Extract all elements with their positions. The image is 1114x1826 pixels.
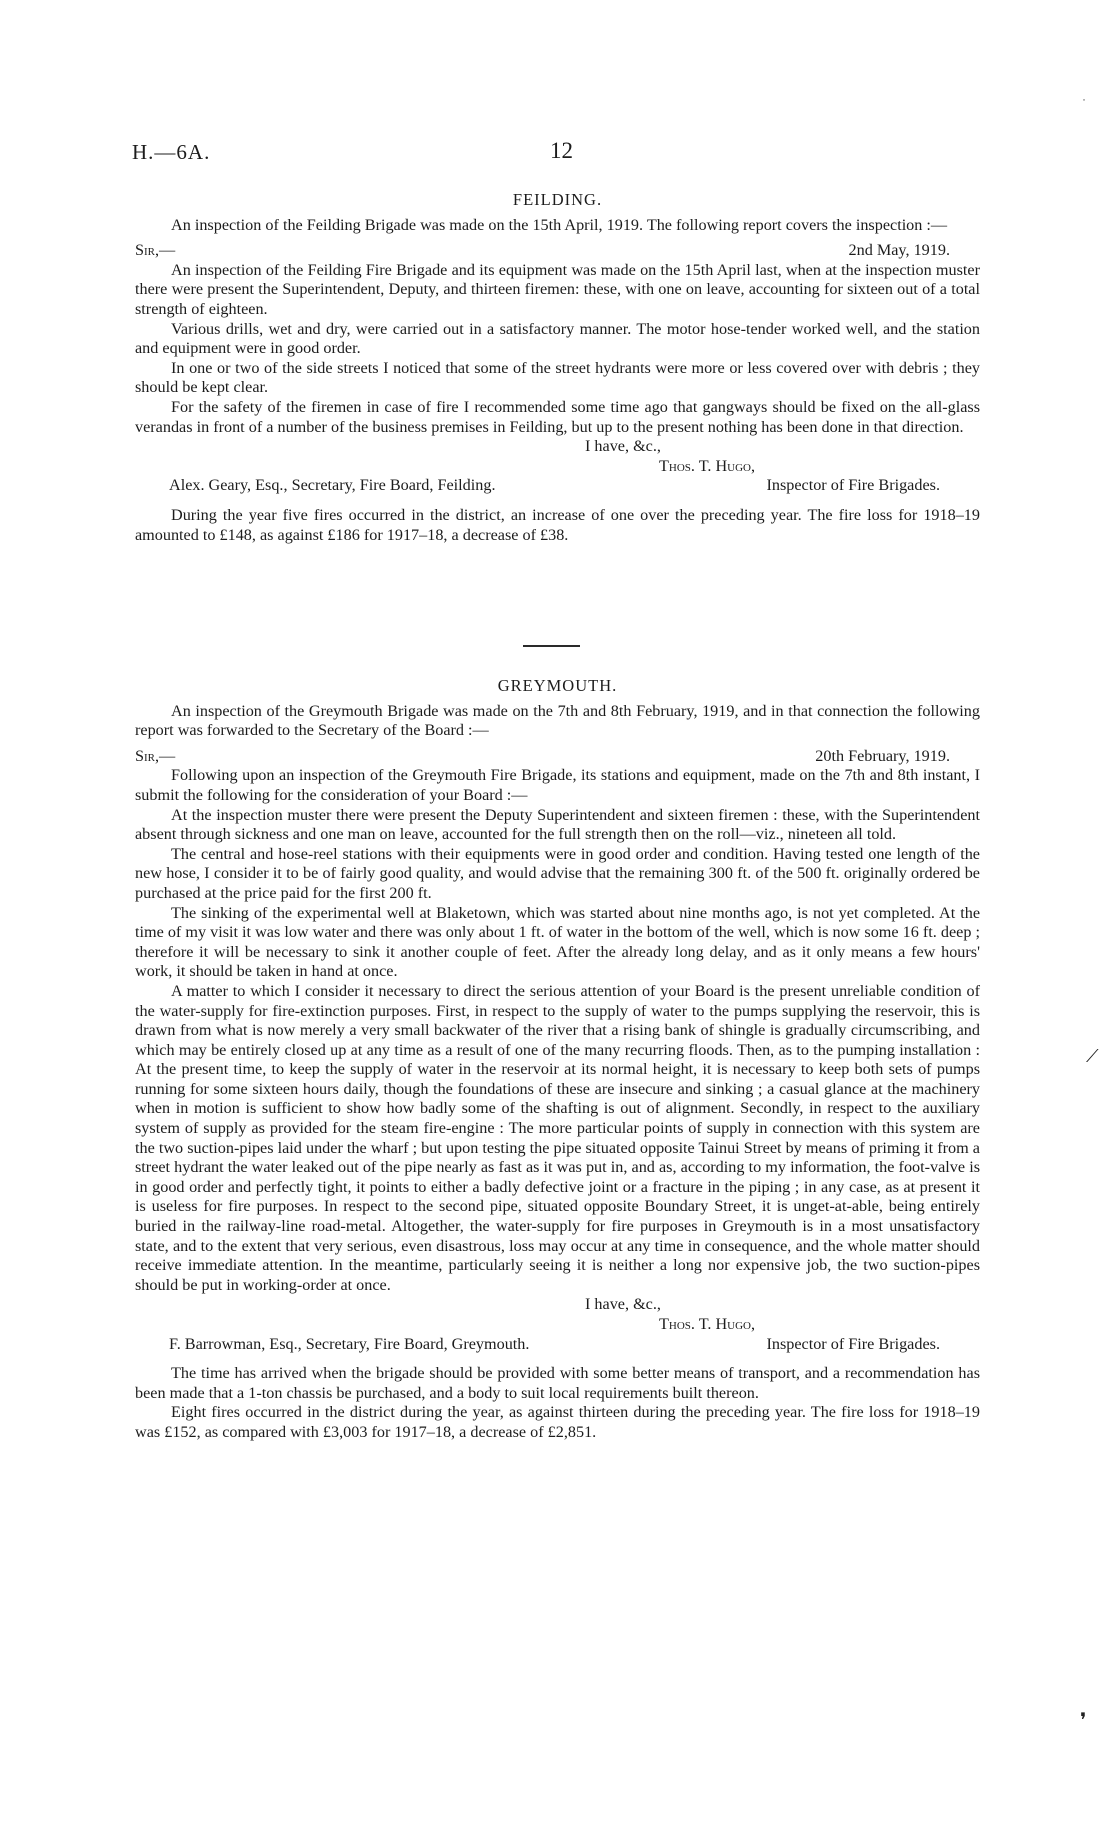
feilding-paragraph: Various drills, wet and dry, were carried out in a satisfactory manner. The motor hose-tender worked well, and the station and equipment were in good order. xyxy=(135,319,980,358)
greymouth-signatory: Thos. T. Hugo, xyxy=(659,1315,756,1333)
greymouth-paragraph: Following upon an inspection of the Greymouth Fire Brigade, its stations and equipment, made on the 7th and 8th instant, I submit the following for the consideration of your Board :— xyxy=(135,766,980,804)
greymouth-salutation: Sir,— xyxy=(135,746,176,765)
scan-speck: ˙ xyxy=(1082,96,1086,110)
report-reference: H.—6A. xyxy=(132,140,211,164)
feilding-heading: FEILDING. xyxy=(512,190,603,209)
greymouth-date: 20th February, 1919. xyxy=(815,746,950,765)
greymouth-addressee: F. Barrowman, Esq., Secretary, Fire Board, Greymouth. xyxy=(169,1334,530,1353)
greymouth-summary: Eight fires occurred in the district during the year, as against thirteen during the preceding year. The fire loss for 1918–19 was £152, as compared with £3,003 for 1917–18, a decrease of £2,851. xyxy=(135,1403,980,1441)
scan-speck: ⟋ xyxy=(1086,1046,1099,1066)
feilding-date: 2nd May, 1919. xyxy=(848,241,950,260)
feilding-paragraph: An inspection of the Feilding Fire Brigade and its equipment was made on the 15th April last, when at the inspection muster there were present the Superintendent, Deputy, and thirteen firemen: these, with one on leave, accounting for sixteen out of a total strength of eighteen. xyxy=(135,260,980,318)
greymouth-paragraph: A matter to which I consider it necessary to direct the serious attention of your Board is the present unreliable condition of the water-supply for fire-extinction purposes. First, in respect to the supply of water to the pumps supplying the reservoir, this is drawn from what is now merely a very small backwater of the river that a rising bank of shingle is gradually circumscribing, and which may be entirely closed up at any time as a result of one of the many recurring floods. Then, as to the pumping installation : At the present time, to keep the supply of water in the reservoir at its normal height, it is necessary to keep both sets of pumps running for some sixteen hours daily, though the foundations of these are insecure and sinking ; a casual glance at the machinery when in motion is sufficient to show how badly some of the shafting is out of alignment. Secondly, in respect to the auxiliary system of supply as provided for the steam fire-engine : The more particular points of supply in connection with this system are the two suction-pipes laid under the wharf ; but upon testing the pipe situated opposite Tainui Street by means of priming it from a street hydrant the water leaked out of the pipe nearly as fast as it was put in, and as, according to my information, the foot-valve is in good order and perfectly tight, it points to either a badly defective joint or a fracture in the piping ; in any case, as at present it is useless for fire purposes. In respect to the second pipe, situated opposite Boundary Street, it is unget-at-able, being entirely buried in the railway-line road-metal. Altogether, the water-supply for fire purposes in Greymouth is in a most unsatisfactory state, and to the extent that very serious, even disastrous, loss may occur at any time in consequence, and the whole matter should receive immediate attention. In the meantime, particularly seeing it is neither a long nor expensive job, the two suction-pipes should be put in working-order at once. xyxy=(135,981,980,1294)
feilding-intro: An inspection of the Feilding Brigade was made on the 15th April, 1919. The following report covers the inspection :— xyxy=(171,215,948,234)
greymouth-section xyxy=(135,676,980,1443)
greymouth-address-line xyxy=(135,1335,980,1355)
feilding-section xyxy=(135,190,980,545)
feilding-addressee: Alex. Geary, Esq., Secretary, Fire Board, Feilding. xyxy=(169,476,496,495)
feilding-closing: I have, &c., xyxy=(585,437,661,456)
feilding-signatory-title: Inspector of Fire Brigades. xyxy=(766,476,940,495)
feilding-salutation-line xyxy=(135,241,980,261)
greymouth-paragraph: At the inspection muster there were present the Deputy Superintendent and sixteen firemen : these, with the Superintendent absent through sickness and one man on leave, accounted for the full strength then on the roll—viz., nineteen all told. xyxy=(135,805,980,844)
greymouth-paragraph: The central and hose-reel stations with their equipments were in good order and condition. Having tested one length of the new hose, I consider it to be of fairly good quality, and would advise that the remaining 300 ft. of the 500 ft. originally ordered be purchased at the price paid for the first 200 ft. xyxy=(135,844,980,902)
greymouth-intro: An inspection of the Greymouth Brigade was made on the 7th and 8th February, 1919, and in that connection the following report was forwarded to the Secretary of the Board :— xyxy=(135,701,980,740)
greymouth-closing: I have, &c., xyxy=(585,1295,661,1314)
feilding-paragraph: For the safety of the firemen in case of fire I recommended some time ago that gangways should be fixed on the all-glass verandas in front of a number of the business premises in Feilding, but up to the present nothing has been done in that direction. xyxy=(135,397,980,436)
greymouth-signatory-title: Inspector of Fire Brigades. xyxy=(766,1334,940,1353)
feilding-salutation: Sir,— xyxy=(135,241,176,260)
greymouth-paragraph: The sinking of the experimental well at Blaketown, which was started about nine months ago, is not yet completed. At the time of my visit it was low water and there was only about 1 ft. of water in the bottom of the well, which is now some 16 ft. deep ; therefore it will be necessary to sink it another couple of feet. After the already long delay, and as it only means a few hours' work, it should be taken in hand at once. xyxy=(135,903,980,981)
scan-speck: ❜ xyxy=(1080,1710,1087,1732)
greymouth-heading: GREYMOUTH. xyxy=(497,676,618,695)
feilding-summary: During the year five fires occurred in the district, an increase of one over the preceding year. The fire loss for 1918–19 amounted to £148, as against £186 for 1917–18, a decrease of £38. xyxy=(135,505,980,544)
greymouth-salutation-line xyxy=(135,747,980,767)
greymouth-summary: The time has arrived when the brigade should be provided with some better means of transport, and a recommendation has been made that a 1-ton chassis be purchased, and a body to suit local requirements built thereon. xyxy=(135,1364,980,1402)
feilding-paragraph: In one or two of the side streets I noticed that some of the street hydrants were more or less covered over with debris ; they should be kept clear. xyxy=(135,358,980,397)
feilding-address-line xyxy=(135,476,980,496)
feilding-signatory: Thos. T. Hugo, xyxy=(659,456,756,475)
page-number: 12 xyxy=(550,138,573,163)
section-divider xyxy=(523,645,580,647)
